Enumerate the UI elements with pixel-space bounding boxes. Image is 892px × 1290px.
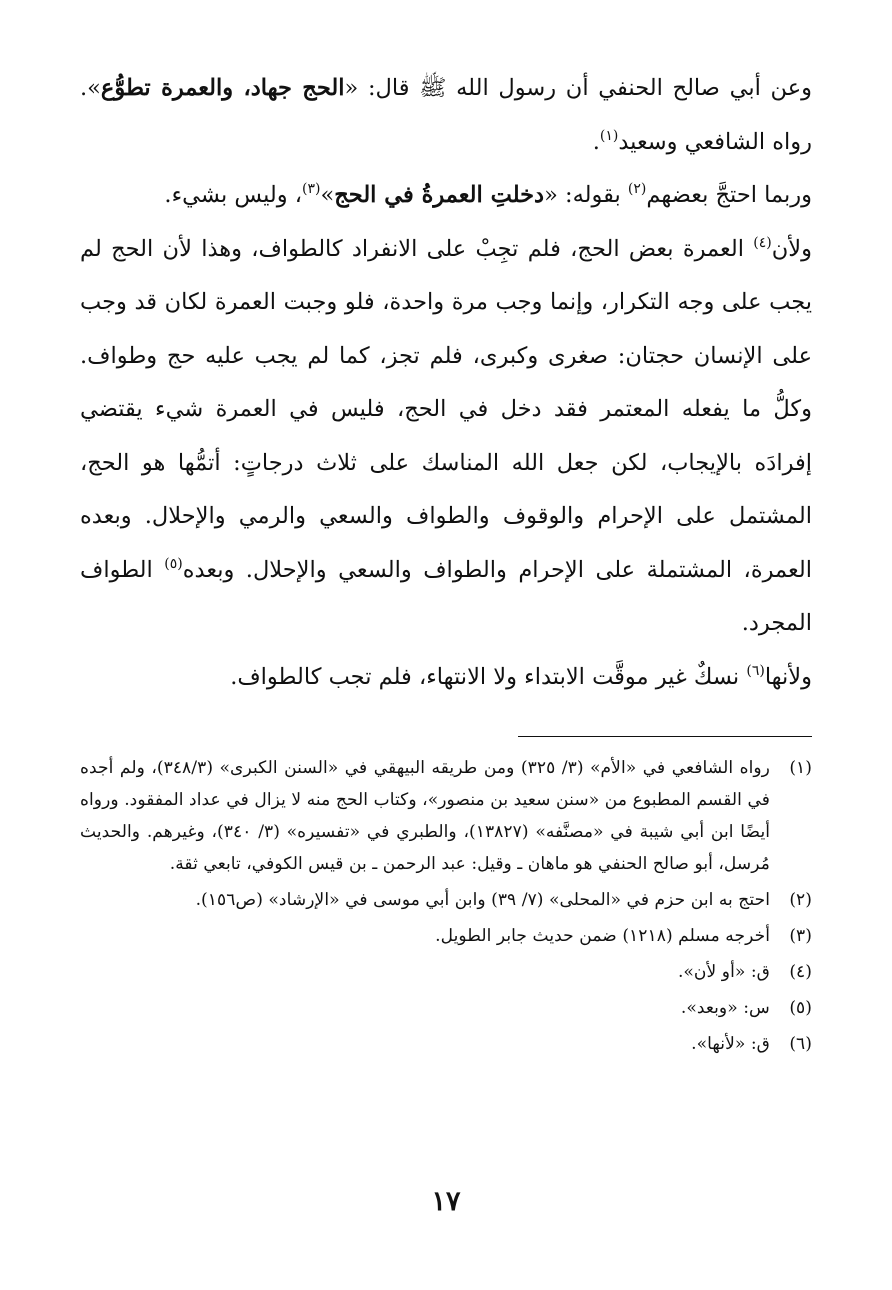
p1-text-end: . <box>592 128 600 155</box>
footnote-ref-6[interactable]: (٦) <box>746 662 765 679</box>
p1-text-before: وعن أبي صالح الحنفي أن رسول الله ﷺ قال: « <box>344 75 812 101</box>
footnote-ref-2[interactable]: (٢) <box>627 181 647 197</box>
footnote-4 <box>80 956 812 988</box>
footnote-divider <box>518 736 812 737</box>
footnote-number: (٢) <box>789 890 812 910</box>
p2-quote: دخلتِ العمرةُ في الحج <box>334 182 545 208</box>
p1-hadith-quote: الحج جهاد، والعمرة تطوُّع <box>100 75 345 101</box>
footnote-text: ق: «لأنها». <box>691 1034 770 1054</box>
footnote-number: (٦) <box>789 1034 812 1054</box>
p2-text-before: وربما احتجَّ بعضهم <box>646 182 812 208</box>
footnote-number: (١) <box>789 758 812 778</box>
p4-text-before: ولأنها <box>764 663 812 690</box>
footnote-ref-3[interactable]: (٣) <box>302 181 321 197</box>
p2-text-after: ، وليس بشيء. <box>164 182 303 208</box>
p4-text-after: نسكٌ غير موقَّت الابتداء ولا الانتهاء، فلم تجب كالطواف. <box>230 663 747 690</box>
paragraph-3 <box>80 223 812 651</box>
footnote-text: رواه الشافعي في «الأم» (٣/ ٣٢٥) ومن طريقه البيهقي في «السنن الكبرى» (٣٤٨/٣)، ولم أجده في القسم المطبوع من «سنن سعيد بن منصور»، وكتاب الحج منه لا يزال في عداد المفقود. ورواه أيضًا ابن أبي شيبة في «مصنَّفه» (١٣٨٢٧)، والطبري في «تفسيره» (٣/ ٣٤٠)، وغيرهم. والحديث مُرسل، أبو صالح الحنفي هو ماهان ـ وقيل: عبد الرحمن ـ بن قيس الكوفي، تابعي ثقة. <box>80 758 771 874</box>
paragraph-4 <box>80 651 812 705</box>
footnote-ref-5[interactable]: (٥) <box>164 555 183 572</box>
page-number: ١٧ <box>431 1186 461 1217</box>
footnote-text: أخرجه مسلم (١٢١٨) ضمن حديث جابر الطويل. <box>435 926 770 946</box>
footnote-3 <box>80 920 812 952</box>
footnote-1 <box>80 752 812 880</box>
footnote-5 <box>80 992 812 1024</box>
footnote-text: س: «وبعد». <box>680 998 770 1018</box>
footnote-number: (٤) <box>789 962 812 982</box>
footnote-number: (٥) <box>789 998 812 1018</box>
p1-text-after: ». رواه الشافعي وسعيد <box>80 75 812 155</box>
paragraph-2 <box>80 169 812 223</box>
main-text <box>80 62 812 704</box>
footnote-ref-4[interactable]: (٤) <box>753 234 772 251</box>
p3-text-before: ولأن <box>771 235 812 262</box>
footnote-2 <box>80 884 812 916</box>
footnote-ref-1[interactable]: (١) <box>599 127 619 144</box>
footnote-6 <box>80 1028 812 1060</box>
footnote-text: احتج به ابن حزم في «المحلى» (٧/ ٣٩) وابن أبي موسى في «الإرشاد» (ص١٥٦). <box>195 890 770 910</box>
footnote-text: ق: «أو لأن». <box>677 962 770 982</box>
p2-text-middle: بقوله: « <box>544 182 628 208</box>
paragraph-1 <box>80 62 812 169</box>
p3-text-after: الطواف المجرد. <box>80 556 812 636</box>
p3-text-main: العمرة بعض الحج، فلم تجِبْ على الانفراد كالطواف، وهذا لأن الحج لم يجب على وجه التكرار، وإنما وجب مرة واحدة، فلو وجبت العمرة لكان قد وجب على الإنسان حجتان: صغرى وكبرى، فلم تجز، كما لم يجب عليه حج وطواف. وكلُّ ما يفعله المعتمر فقد دخل في الحج، فليس في العمرة شيء يقتضي إفرادَه بالإيجاب، لكن جعل الله المناسك على ثلاث درجاتٍ: أتمُّها هو الحج، المشتمل على الإحرام والوقوف والطواف والسعي والرمي والإحلال. وبعده العمرة، المشتملة على الإحرام والطواف والسعي والإحلال. وبعده <box>80 235 812 583</box>
p2-quote-close: » <box>320 182 335 208</box>
footnotes <box>80 752 812 1064</box>
footnote-number: (٣) <box>789 926 812 946</box>
